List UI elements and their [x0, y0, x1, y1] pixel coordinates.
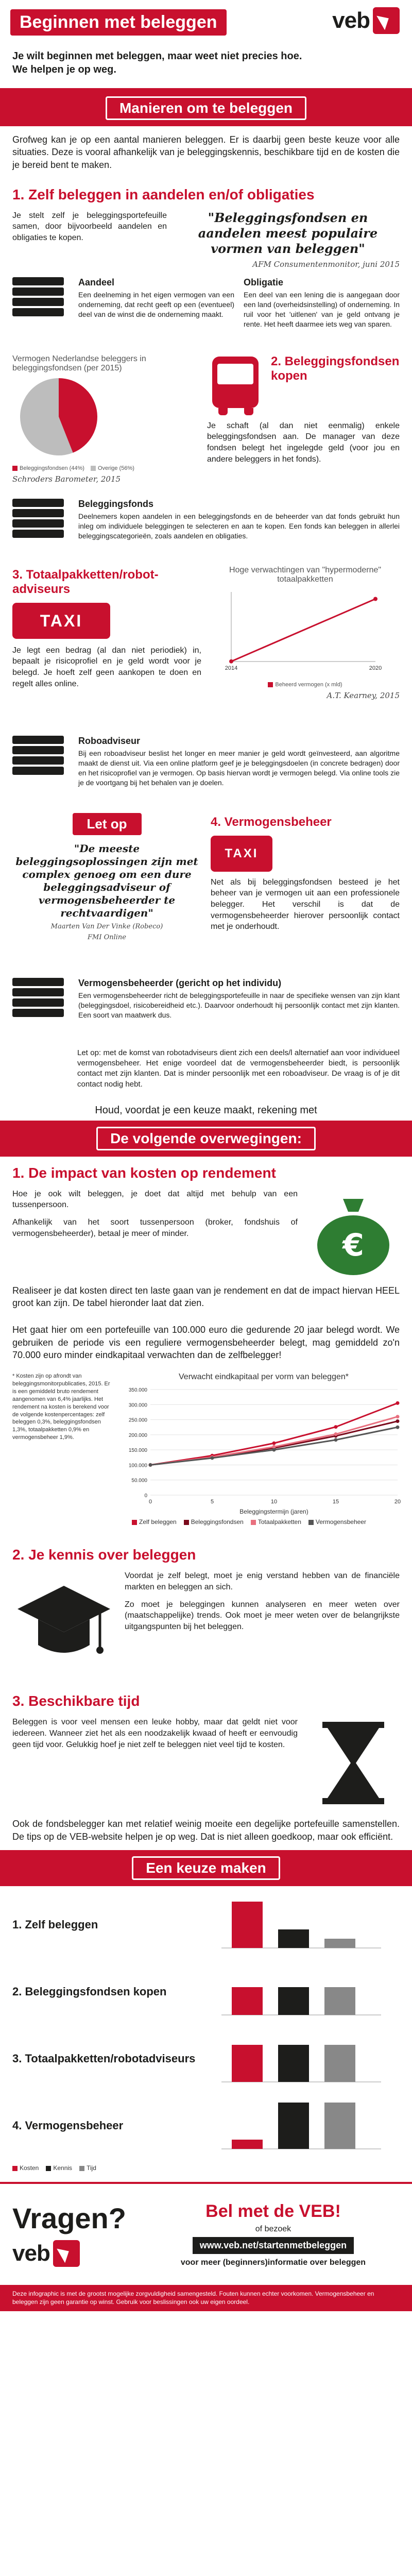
cta-voor: voor meer (beginners)informatie over beleggen	[180, 2258, 366, 2267]
intro	[12, 49, 393, 76]
data-point	[211, 1456, 214, 1460]
overwegingen-intro: Houd, voordat je een keuze maakt, rekening met	[95, 1104, 317, 1116]
x-tick-label: 15	[332, 1499, 339, 1505]
intro-line-1: Je wilt beginnen met beleggen, maar weet niet precies hoe.	[12, 50, 302, 62]
obligatie-def	[244, 277, 400, 346]
money-bag-icon	[307, 1189, 400, 1276]
taxi-chart-legend	[268, 682, 342, 688]
keuze-title: Een keuze maken	[132, 1856, 280, 1880]
hourglass-icon	[307, 1717, 400, 1809]
pie-legend-2	[91, 465, 134, 471]
logo-arrow-icon	[53, 2240, 80, 2267]
section-bar-manieren	[0, 90, 412, 126]
bar	[278, 2103, 309, 2149]
taxi-chart-source: A.T. Kearney, 2015	[327, 690, 400, 700]
x-tick-label: 0	[148, 1499, 152, 1505]
data-point	[272, 1442, 276, 1445]
series-line	[150, 1417, 398, 1465]
taxi-heading: 3. Totaalpakketten/robot-adviseurs	[12, 567, 159, 596]
legend-label: Vermogensbeheer	[315, 1518, 366, 1526]
zelf-heading: 1. Zelf beleggen in aandelen en/of obligaties	[12, 186, 315, 202]
legend-label: Beleggingsfondsen	[191, 1518, 244, 1526]
kosten-chart-block	[119, 1372, 408, 1534]
fonds-def-heading: Beleggingsfonds	[78, 498, 154, 509]
taxi-chart-title: Hoge verwachtingen van "hypermoderne" totaalpakketten	[229, 565, 382, 584]
fonds-def	[78, 499, 400, 557]
pie-title: Vermogen Nederlandse beleggers in beleggingsfondsen (per 2015)	[12, 354, 146, 372]
robo-heading: Roboadviseur	[78, 735, 141, 746]
bar	[278, 2045, 309, 2082]
taxi-icon: TAXI	[211, 836, 272, 872]
legend-item	[251, 1518, 301, 1526]
bar	[324, 1939, 355, 1948]
kosten-p4: Het gaat hier om een portefeuille van 100.000 euro die gedurende 20 jaar belegd wordt. We gebruiken de periode vis een reguliere vermogensbeheerder belegt, mag gemiddeld zo'n 70.000 euro minder eindkapitaal verwachten dan de zelfbelegger!	[12, 1325, 400, 1361]
pie-block	[12, 354, 198, 490]
bar	[324, 1987, 355, 2015]
cta-vragen: Vragen?	[12, 2202, 126, 2235]
keuze-item	[0, 2025, 412, 2092]
bar	[232, 2045, 263, 2082]
pie-source: Schroders Barometer, 2015	[12, 474, 121, 484]
keuze-legend	[0, 2164, 412, 2182]
taxi-block	[12, 566, 201, 727]
kennis-p2: Zo moet je beleggingen kunnen analyseren en meer weten over (maatschappelijke) trends. Ook moet je meer weten over de belangrijkste uitgangspunten bij het beleggen.	[125, 1600, 400, 1631]
beheer-def-text: Een vermogensbeheerder richt de beleggingsportefeuille in naar de specifieke wensen van zijn klant (beleggingsdoel, risicobereidheid etc.). Daarvoor onderhoudt hij persoonlijk contact met zijn klanten. Een soort van maatwerk dus.	[78, 991, 400, 1019]
legend-label: Kosten	[20, 2164, 39, 2172]
cta-url-link[interactable]: www.veb.net/startenmetbeleggen	[193, 2237, 354, 2254]
fondsen-block	[207, 354, 400, 490]
legend-label: Tijd	[87, 2164, 96, 2172]
keuze-bar-chart	[216, 1896, 386, 1953]
pie-legend-2-label: Overige (56%)	[97, 465, 134, 471]
manieren-title: Manieren om te beleggen	[106, 96, 306, 120]
keuze-list	[0, 1886, 412, 2164]
letop-quote: "De meeste beleggingsoplossingen zijn met complex genoeg om een dure beleggingsadviseur of vermogensbeheerder te rechtvaardigen"	[15, 842, 198, 919]
taxi-chart-block	[211, 566, 400, 727]
fondsen-heading: 2. Beleggingsfondsen kopen	[271, 354, 400, 383]
keuze-item-label: 1. Zelf beleggen	[12, 1918, 98, 1931]
y-tick-label: 0	[144, 1493, 147, 1499]
taxi-text: Je legt een bedrag (al dan niet periodiek) in, bepaalt je risicoprofiel en je geld wordt voor je belegd. Je hoeft zelf geen aankopen te doen en regelt alles online.	[12, 646, 201, 688]
beheer-text: Net als bij beleggingsfondsen besteed je het beheer van je vermogen uit aan een professionele belegger. Het verschil is dat de vermogensbeheerder hierover persoonlijk contact met je onderhoudt.	[211, 877, 400, 931]
manieren-text: Grofweg kan je op een aantal manieren beleggen. Er is daarbij geen beste keuze voor alle situaties. Deze is vooral afhankelijk van je beleggingskennis, beschikbare tijd en de kosten die je bereid bent te maken.	[12, 134, 400, 170]
page-title: Beginnen met beleggen	[10, 9, 227, 36]
data-point	[149, 1463, 152, 1467]
stack-of-papers-icon	[12, 277, 69, 318]
taxi-line-chart	[211, 584, 386, 677]
y-tick-label: 50.000	[131, 1478, 147, 1484]
legend-item	[184, 1518, 244, 1526]
keuze-bar-chart	[216, 1963, 386, 2020]
bar	[324, 2045, 355, 2082]
keuze-item-label: 3. Totaalpakketten/robotadviseurs	[12, 2052, 196, 2065]
disclaimer: Deze infographic is met de grootst mogelijke zorgvuldigheid samengesteld. Fouten kunnen echter voorkomen. Vermogensbeheer en beleggen zijn geen garantie op winst. Gebruik voor beslissingen ook uw eigen oordeel.	[0, 2285, 412, 2311]
beheer-def-heading: Vermogensbeheerder (gericht op het individu)	[78, 977, 282, 988]
y-tick-label: 100.000	[128, 1463, 147, 1469]
stack-of-papers-icon	[12, 736, 69, 777]
zelf-quote-block	[176, 210, 400, 269]
obligatie-text: Een deel van een lening die is aangegaan door een land (overheidsinstelling) of onderneming. In ruil voor het 'uitlenen' van je geld ontvang je rente. Het heeft daarmee iets weg van sparen.	[244, 290, 400, 328]
tijd-heading: 3. Beschikbare tijd	[12, 1693, 140, 1709]
keuze-item-label: 2. Beleggingsfondsen kopen	[12, 1985, 167, 1998]
beheer-def	[78, 978, 400, 1037]
kennis-p1: Voordat je zelf belegt, moet je enig verstand hebben van de financiële markten en beleggen an sich.	[125, 1571, 400, 1591]
keuze-item-label: 4. Vermogensbeheer	[12, 2119, 124, 2132]
cta-sub: of bezoek	[255, 2224, 291, 2233]
tijd-p1: Beleggen is voor veel mensen een leuke hobby, maar dat geldt niet voor iedereen. Wanneer ziet het als een noodzakelijk kwaad of heeft er eenvoudig geen tijd voor. Gelukkig hoef je niet zelf te beleggen niet veel tijd te kosten.	[12, 1718, 298, 1749]
svg-text:€: €	[342, 1227, 364, 1263]
letop-source: Maarten Van Der Vinke (Robeco)	[50, 922, 163, 930]
x-axis-label: Beleggingstermijn (jaren)	[239, 1508, 308, 1516]
kosten-line-chart	[119, 1382, 408, 1516]
x-tick-label: 10	[270, 1499, 278, 1505]
data-point	[272, 1448, 276, 1452]
robo-text: Bij een roboadviseur beslist het longer en meer manier je geld wordt geïnvesteerd, aan algoritme maakt de dienst uit. Via een online platform geef je je beleggingsdoelen (in concrete bedragen) door en het risicoprofiel van je vermogen. Op basis hiervan wordt je vermogen belegd. Via online tools zie je de voortgang bij het behalen van je doelen.	[78, 749, 400, 787]
kosten-p3: Realiseer je dat kosten direct ten laste gaan van je rendement en dat de impact hiervan HEEL groot kan zijn. De tabel hieronder laat dat zien.	[12, 1285, 400, 1309]
legend-item	[46, 2164, 72, 2172]
data-point	[396, 1401, 400, 1405]
graduation-cap-icon	[12, 1570, 115, 1673]
x-tick-label: 2020	[369, 665, 382, 671]
series-line	[231, 599, 375, 661]
bar	[278, 1929, 309, 1948]
kennis-heading: 2. Je kennis over beleggen	[12, 1547, 196, 1563]
kosten-p2: Afhankelijk van het soort tussenpersoon (broker, fondshuis of vermogensbeheerder), betaal je meer of minder.	[12, 1218, 298, 1238]
bus-icon	[207, 354, 264, 416]
section-bar-keuze	[0, 1850, 412, 1886]
stack-of-papers-icon	[12, 978, 69, 1019]
x-tick-label: 2014	[225, 665, 238, 671]
intro-line-2: We helpen je op weg.	[12, 64, 116, 75]
legend-item	[12, 2164, 39, 2172]
aandeel-def	[78, 277, 234, 346]
data-point	[396, 1426, 400, 1429]
keuze-bar-chart	[216, 2030, 386, 2087]
beheer-block	[211, 813, 400, 970]
aandeel-heading: Aandeel	[78, 277, 115, 287]
bar	[232, 1987, 263, 2015]
zelf-quote-source: AFM Consumentenmonitor, juni 2015	[252, 259, 400, 269]
y-tick-label: 250.000	[128, 1417, 147, 1423]
data-point	[229, 659, 233, 664]
aandeel-text: Een deelneming in het eigen vermogen van een onderneming, dat recht geeft op een (eventueel) deel van de winst die de onderneming maakt.	[78, 290, 234, 318]
y-tick-label: 200.000	[128, 1433, 147, 1439]
data-point	[373, 597, 377, 601]
data-point	[396, 1415, 400, 1419]
logo-arrow-icon	[373, 7, 400, 34]
pie-legend-1	[12, 465, 84, 471]
kosten-chart-legend	[119, 1518, 408, 1526]
fonds-def-text: Deelnemers kopen aandelen in een beleggingsfonds en de beheerder van dat fonds gebruikt hun inleg om individuele beleggingen te selecteren en aan te kopen. Een fonds kan beleggen in allerlei beleggingscategorieën, zoals aandelen en obligaties.	[78, 512, 400, 540]
beheer-extra: Let op: met de komst van robotadviseurs dient zich een deels/l alternatief aan voor individueel vermogensbeheer. Het enige voordeel dat de vermogensbeheerder biedt, is persoonlijk contact met zijn klanten. Dat is minder persoonlijk met een roboadviseur. De vraag is of je dit contact nodig hebt.	[77, 1048, 400, 1089]
logo-text: veb	[12, 2241, 50, 2266]
bar	[324, 2103, 355, 2149]
header	[0, 0, 412, 90]
letop-block	[12, 813, 201, 970]
section-bar-overwegingen	[0, 1121, 412, 1157]
data-point	[334, 1438, 338, 1442]
kosten-note: * Kosten zijn op afrondt van beleggingsmonitorpublicaties, 2015. Er is een gemiddeld bruto rendement aangenomen van 6,4% jaarlijks. Het rendement na kosten is berekend voor de volgende kostenpercentages: zelf beleggen 0,3%, beleggingsfondsen 1,3%, totaalpakketten 0,9% en vermogensbeheer 1,9%.	[12, 1373, 110, 1441]
letop-label: Let op	[73, 813, 142, 835]
robo-def	[78, 736, 400, 805]
legend-label: Totaalpakketten	[258, 1518, 301, 1526]
legend-label: Kennis	[53, 2164, 73, 2172]
kosten-heading: 1. De impact van kosten op rendement	[12, 1164, 276, 1181]
overwegingen-title: De volgende overwegingen:	[96, 1127, 316, 1150]
series-line	[150, 1403, 398, 1465]
pie-chart	[12, 373, 115, 461]
legend-item	[79, 2164, 96, 2172]
keuze-item	[0, 2092, 412, 2159]
veb-logo[interactable]	[12, 2240, 126, 2267]
x-tick-label: 5	[210, 1499, 214, 1505]
kennis-text-block	[125, 1570, 400, 1681]
tijd-p2: Ook de fondsbelegger kan met relatief weinig moeite een degelijke portefeuille samenstellen. De tips op de VEB-website helpen je op weg. Dat is niet alleen goedkoop, maar ook efficiënt.	[12, 1819, 400, 1842]
stack-of-papers-icon	[12, 499, 69, 540]
zelf-quote: "Beleggingsfondsen en aandelen meest populaire vormen van beleggen"	[198, 210, 378, 256]
x-tick-label: 20	[394, 1499, 401, 1505]
taxi-icon: TAXI	[12, 603, 110, 639]
bar	[278, 1987, 309, 2015]
keuze-item	[0, 1958, 412, 2025]
data-point	[334, 1433, 338, 1436]
data-point	[396, 1419, 400, 1423]
y-tick-label: 150.000	[128, 1448, 147, 1454]
legend-label: Zelf beleggen	[139, 1518, 177, 1526]
veb-logo[interactable]	[332, 7, 400, 34]
keuze-item	[0, 1891, 412, 1958]
obligatie-heading: Obligatie	[244, 277, 284, 287]
kosten-intro	[12, 1189, 298, 1273]
taxi-chart-legend-label: Beheerd vermogen (x mld)	[275, 681, 342, 688]
kosten-chart-title: Verwacht eindkapitaal per vorm van beleggen*	[179, 1372, 349, 1382]
cta-bel: Bel met de VEB!	[205, 2201, 341, 2221]
data-point	[334, 1426, 338, 1429]
cta-block	[0, 2182, 412, 2285]
bar	[232, 1902, 263, 1948]
pie-legend-1-label: Beleggingsfondsen (44%)	[20, 465, 84, 471]
letop-source-2: FMI Online	[87, 933, 126, 941]
legend-item	[132, 1518, 177, 1526]
zelf-text: Je stelt zelf je beleggingsportefeuille samen, door bijvoorbeeld aandelen en obligaties te kopen.	[12, 211, 167, 243]
bar	[232, 2140, 263, 2149]
y-tick-label: 300.000	[128, 1402, 147, 1409]
logo-text: veb	[332, 8, 370, 33]
kosten-p1: Hoe je ook wilt beleggen, je doet dat altijd met behulp van een tussenpersoon.	[12, 1189, 298, 1210]
beheer-heading: 4. Vermogensbeheer	[211, 815, 332, 829]
fondsen-text: Je schaft (al dan niet eenmalig) enkele beleggingsfondsen aan. De manager van deze fondsen belegt het ingelegde geld (voor jou en andere beleggers in het fonds).	[207, 421, 400, 464]
y-tick-label: 350.000	[128, 1387, 147, 1394]
keuze-bar-chart	[216, 2097, 386, 2154]
legend-item	[308, 1518, 366, 1526]
